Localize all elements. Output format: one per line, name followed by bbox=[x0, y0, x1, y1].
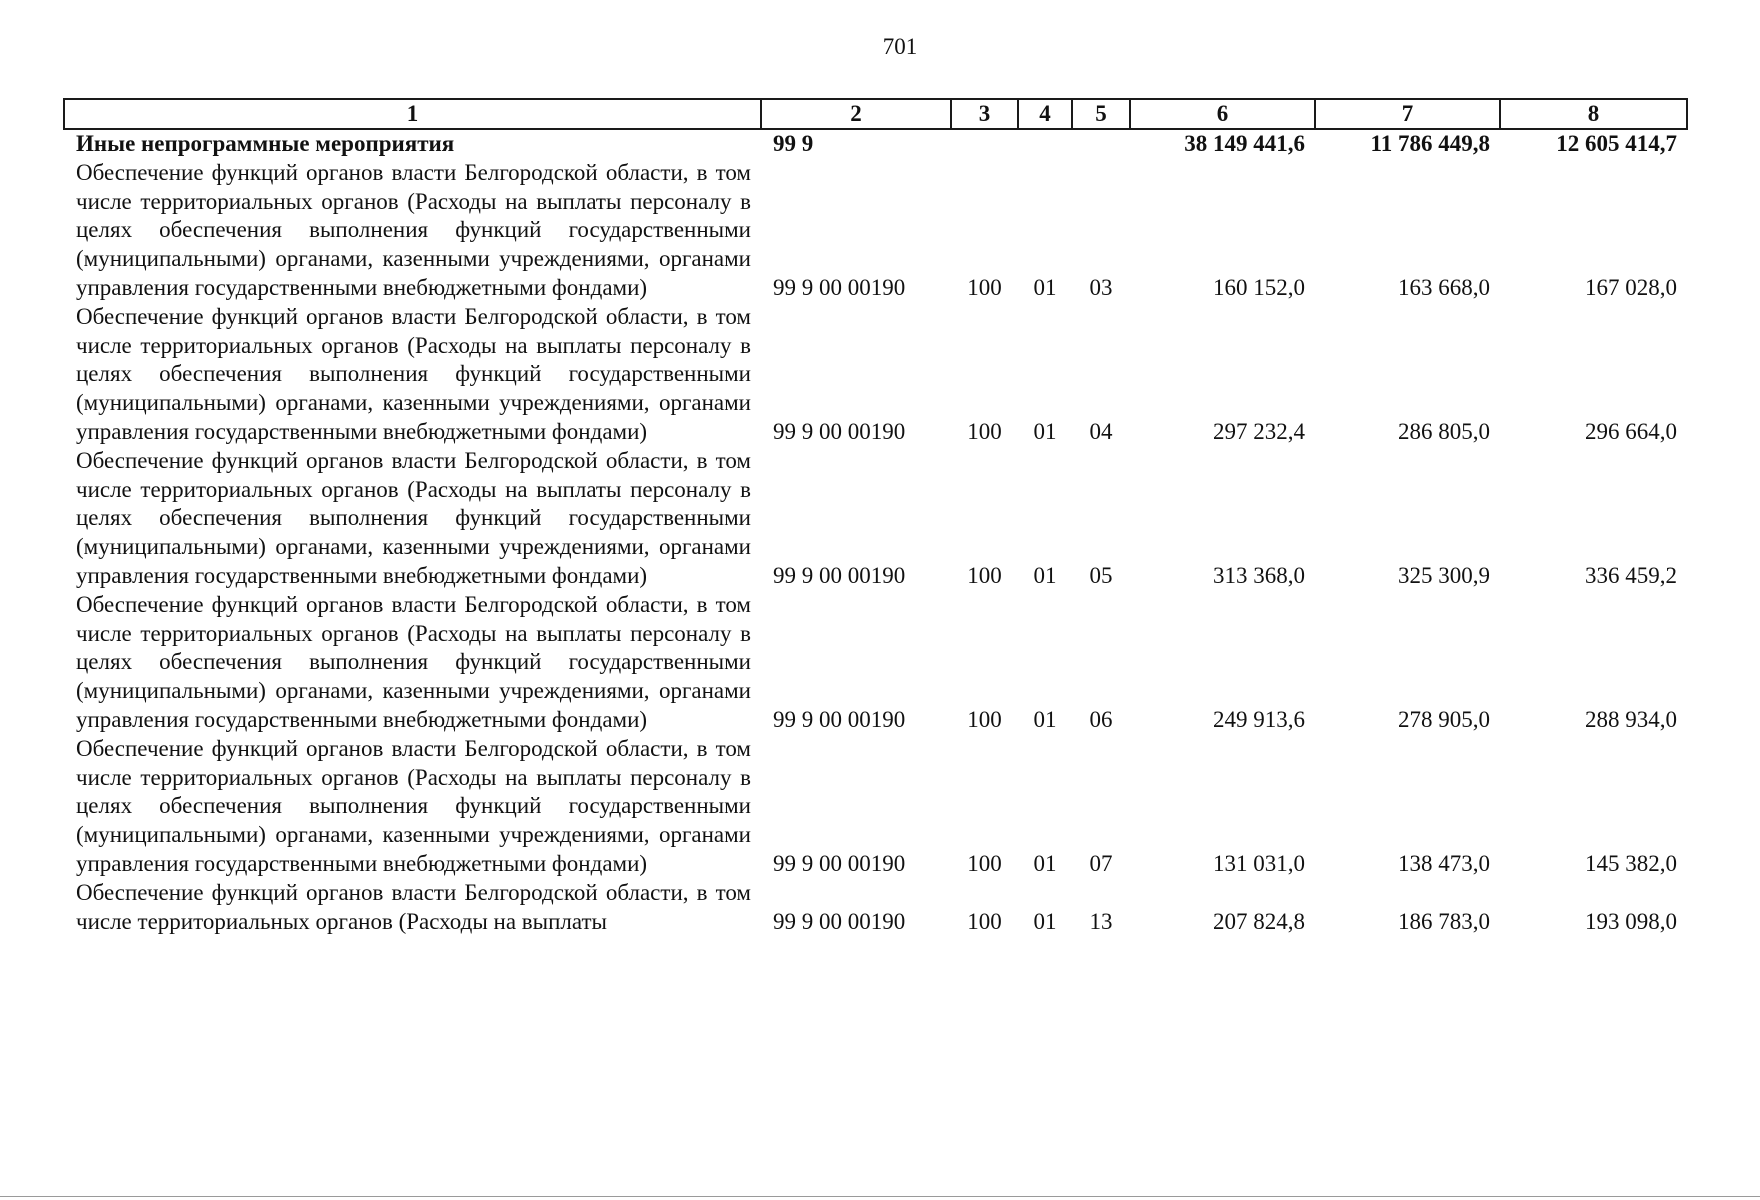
row-amount-col-7: 186 783,0 bbox=[1398, 908, 1490, 934]
row-target-code: 99 9 00 00190 bbox=[773, 562, 906, 588]
row-amount-col-7: 286 805,0 bbox=[1398, 418, 1490, 444]
row-subsection: 06 bbox=[1089, 706, 1113, 732]
header-col-5: 5 bbox=[1072, 99, 1130, 129]
row-subsection: 07 bbox=[1089, 850, 1113, 876]
row-amount-col-7: 325 300,9 bbox=[1398, 562, 1490, 588]
table-row bbox=[64, 303, 1687, 447]
scan-edge-line bbox=[0, 1196, 1760, 1197]
row-section: 01 bbox=[1033, 418, 1057, 444]
header-row bbox=[64, 99, 1687, 129]
row-description: Обеспечение функций органов власти Белгородской области, в том числе территориальных органов (Расходы на выплаты персоналу в целях обеспечения выполнения функций государственными (муниципальными) органами, казенными учреждениями, органами управления государственными внебюджетными фондами) bbox=[76, 447, 751, 588]
header-col-8: 8 bbox=[1500, 99, 1687, 129]
row-description: Обеспечение функций органов власти Белгородской области, в том числе территориальных органов (Расходы на выплаты персоналу в целях обеспечения выполнения функций государственными (муниципальными) органами, казенными учреждениями, органами управления государственными внебюджетными фондами) bbox=[76, 303, 751, 444]
row-amount-col-8: 12 605 414,7 bbox=[1556, 131, 1677, 156]
row-target-code: 99 9 00 00190 bbox=[773, 274, 906, 300]
row-section: 01 bbox=[1033, 908, 1057, 934]
row-description: Обеспечение функций органов власти Белгородской области, в том числе территориальных органов (Расходы на выплаты персоналу в целях обеспечения выполнения функций государственными (муниципальными) органами, казенными учреждениями, органами управления государственными внебюджетными фондами) bbox=[76, 735, 751, 876]
row-description: Обеспечение функций органов власти Белгородской области, в том числе территориальных органов (Расходы на выплаты персоналу в целях обеспечения выполнения функций государственными (муниципальными) органами, казенными учреждениями, органами управления государственными внебюджетными фондами) bbox=[76, 159, 751, 300]
row-expense-type bbox=[951, 129, 1018, 159]
row-amount-col-8: 167 028,0 bbox=[1585, 274, 1677, 300]
row-target-code: 99 9 00 00190 bbox=[773, 908, 906, 934]
row-amount-col-8: 193 098,0 bbox=[1585, 908, 1677, 934]
row-expense-type: 100 bbox=[967, 850, 1002, 876]
row-amount-col-7: 163 668,0 bbox=[1398, 274, 1490, 300]
page-number: 701 bbox=[882, 34, 918, 59]
row-expense-type: 100 bbox=[967, 418, 1002, 444]
table-row bbox=[64, 591, 1687, 735]
row-expense-type: 100 bbox=[967, 908, 1002, 934]
row-amount-col-7: 11 786 449,8 bbox=[1370, 131, 1490, 156]
row-amount-col-6: 207 824,8 bbox=[1213, 908, 1305, 934]
row-subsection bbox=[1072, 129, 1130, 159]
row-target-code: 99 9 00 00190 bbox=[773, 418, 906, 444]
row-amount-col-6: 297 232,4 bbox=[1213, 418, 1305, 444]
row-section: 01 bbox=[1033, 274, 1057, 300]
header-col-3: 3 bbox=[951, 99, 1018, 129]
row-amount-col-8: 288 934,0 bbox=[1585, 706, 1677, 732]
table-row bbox=[64, 159, 1687, 303]
table-row bbox=[64, 879, 1687, 937]
row-target-code: 99 9 00 00190 bbox=[773, 706, 906, 732]
row-section: 01 bbox=[1033, 850, 1057, 876]
row-amount-col-8: 145 382,0 bbox=[1585, 850, 1677, 876]
table-row bbox=[64, 735, 1687, 879]
header-col-2: 2 bbox=[761, 99, 951, 129]
table-row-total bbox=[64, 129, 1687, 159]
row-subsection: 05 bbox=[1089, 562, 1113, 588]
row-subsection: 03 bbox=[1089, 274, 1113, 300]
row-amount-col-7: 278 905,0 bbox=[1398, 706, 1490, 732]
row-section: 01 bbox=[1033, 706, 1057, 732]
header-col-1: 1 bbox=[64, 99, 761, 129]
budget-table bbox=[63, 98, 1688, 936]
row-amount-col-6: 131 031,0 bbox=[1213, 850, 1305, 876]
row-section: 01 bbox=[1033, 562, 1057, 588]
header-col-4: 4 bbox=[1018, 99, 1072, 129]
row-target-code: 99 9 00 00190 bbox=[773, 850, 906, 876]
header-col-7: 7 bbox=[1315, 99, 1500, 129]
header-col-6: 6 bbox=[1130, 99, 1315, 129]
row-target-code: 99 9 bbox=[773, 131, 814, 156]
row-description: Иные непрограммные мероприятия bbox=[76, 131, 455, 156]
row-expense-type: 100 bbox=[967, 706, 1002, 732]
row-description: Обеспечение функций органов власти Белгородской области, в том числе территориальных органов (Расходы на выплаты bbox=[76, 879, 751, 934]
row-description: Обеспечение функций органов власти Белгородской области, в том числе территориальных органов (Расходы на выплаты персоналу в целях обеспечения выполнения функций государственными (муниципальными) органами, казенными учреждениями, органами управления государственными внебюджетными фондами) bbox=[76, 591, 751, 732]
row-amount-col-7: 138 473,0 bbox=[1398, 850, 1490, 876]
row-expense-type: 100 bbox=[967, 562, 1002, 588]
row-amount-col-6: 313 368,0 bbox=[1213, 562, 1305, 588]
table-row bbox=[64, 447, 1687, 591]
row-amount-col-6: 249 913,6 bbox=[1213, 706, 1305, 732]
row-section bbox=[1018, 129, 1072, 159]
row-amount-col-6: 160 152,0 bbox=[1213, 274, 1305, 300]
row-amount-col-6: 38 149 441,6 bbox=[1184, 131, 1305, 156]
row-subsection: 13 bbox=[1089, 908, 1113, 934]
row-expense-type: 100 bbox=[967, 274, 1002, 300]
row-amount-col-8: 336 459,2 bbox=[1585, 562, 1677, 588]
row-amount-col-8: 296 664,0 bbox=[1585, 418, 1677, 444]
row-subsection: 04 bbox=[1089, 418, 1113, 444]
